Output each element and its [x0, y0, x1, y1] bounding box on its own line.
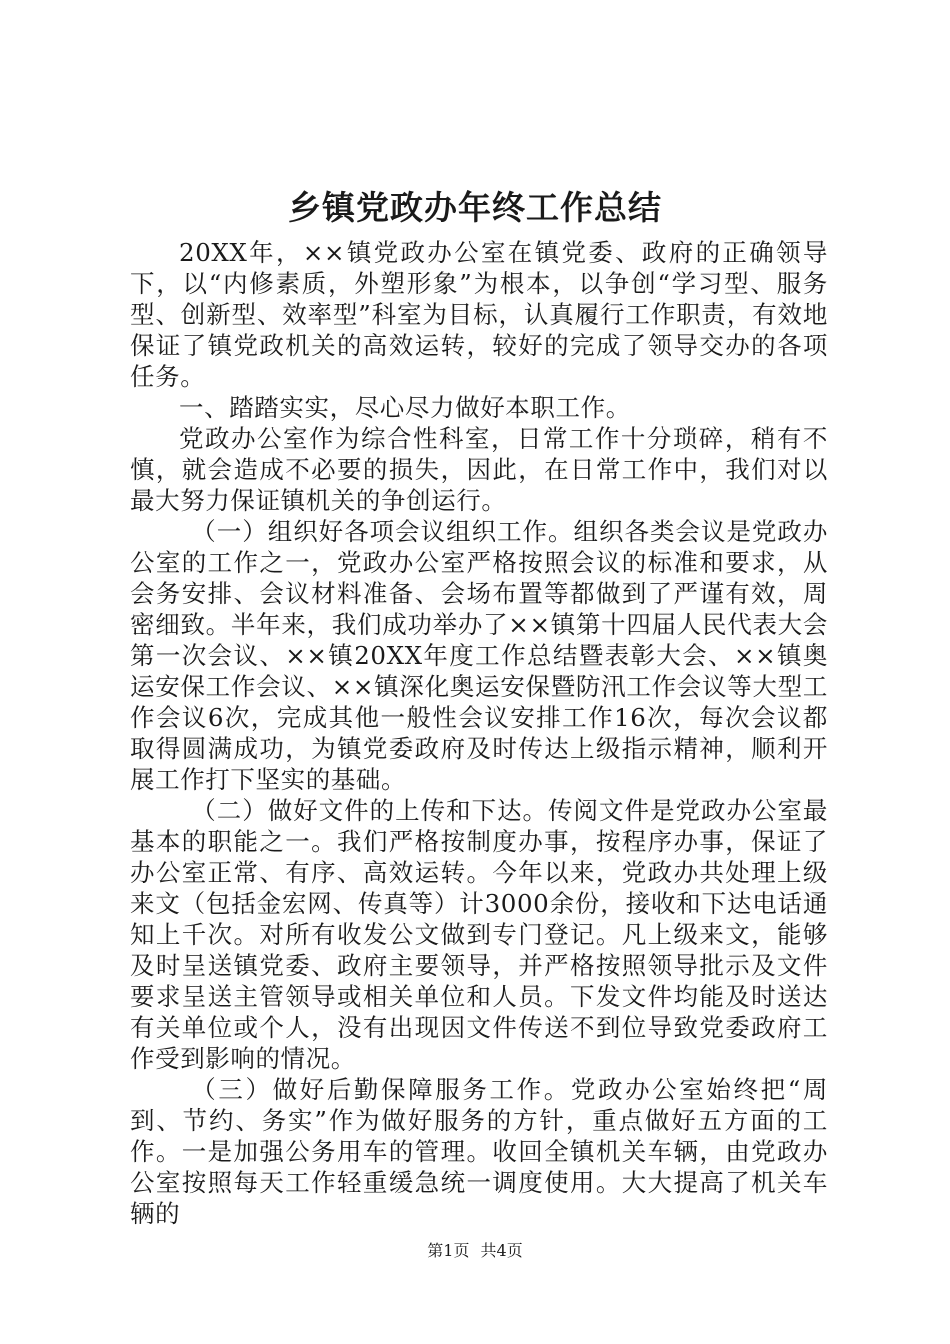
page-number: 第1页 [427, 1241, 470, 1260]
intro-paragraph: 20XX年，××镇党政办公室在镇党委、政府的正确领导下，以“内修素质，外塑形象”为根本，以争创“学习型、服务型、创新型、效率型”科室为目标，认真履行工作职责，有效地保证了镇党政机关的高效运转，较好的完成了领导交办的各项任务。 [130, 238, 828, 391]
section-heading: 一、踏踏实实，尽心尽力做好本职工作。 [179, 393, 631, 422]
page-footer [0, 1241, 950, 1261]
subsection-paragraph-3: （三）做好后勤保障服务工作。党政办公室始终把“周到、节约、务实”作为做好服务的方针，重点做好五方面的工作。一是加强公务用车的管理。收回全镇机关车辆，由党政办公室按照每天工作轻重缓急统一调度使用。大大提高了机关车辆的 [130, 1075, 828, 1228]
document-body [130, 237, 828, 1229]
page-total: 共4页 [480, 1241, 523, 1260]
subsection-paragraph-2: （二）做好文件的上传和下达。传阅文件是党政办公室最基本的职能之一。我们严格按制度办事，按程序办事，保证了办公室正常、有序、高效运转。今年以来，党政办共处理上级来文（包括金宏网、传真等）计3000余份，接收和下达电话通知上千次。对所有收发公文做到专门登记。凡上级来文，能够及时呈送镇党委、政府主要领导，并严格按照领导批示及文件要求呈送主管领导或相关单位和人员。下发文件均能及时送达有关单位或个人，没有出现因文件传送不到位导致党委政府工作受到影响的情况。 [130, 796, 828, 1073]
body-paragraph: 党政办公室作为综合性科室，日常工作十分琐碎，稍有不慎，就会造成不必要的损失，因此，在日常工作中，我们对以最大努力保证镇机关的争创运行。 [130, 424, 828, 515]
subsection-paragraph-1: （一）组织好各项会议组织工作。组织各类会议是党政办公室的工作之一，党政办公室严格按照会议的标准和要求，从会务安排、会议材料准备、会场布置等都做到了严谨有效，周密细致。半年来，我们成功举办了××镇第十四届人民代表大会第一次会议、××镇20XX年度工作总结暨表彰大会、××镇奥运安保工作会议、××镇深化奥运安保暨防汛工作会议等大型工作会议6次，完成其他一般性会议安排工作16次，每次会议都取得圆满成功，为镇党委政府及时传达上级指示精神，顺利开展工作打下坚实的基础。 [130, 517, 828, 794]
document-title: 乡镇党政办年终工作总结 [288, 188, 662, 227]
